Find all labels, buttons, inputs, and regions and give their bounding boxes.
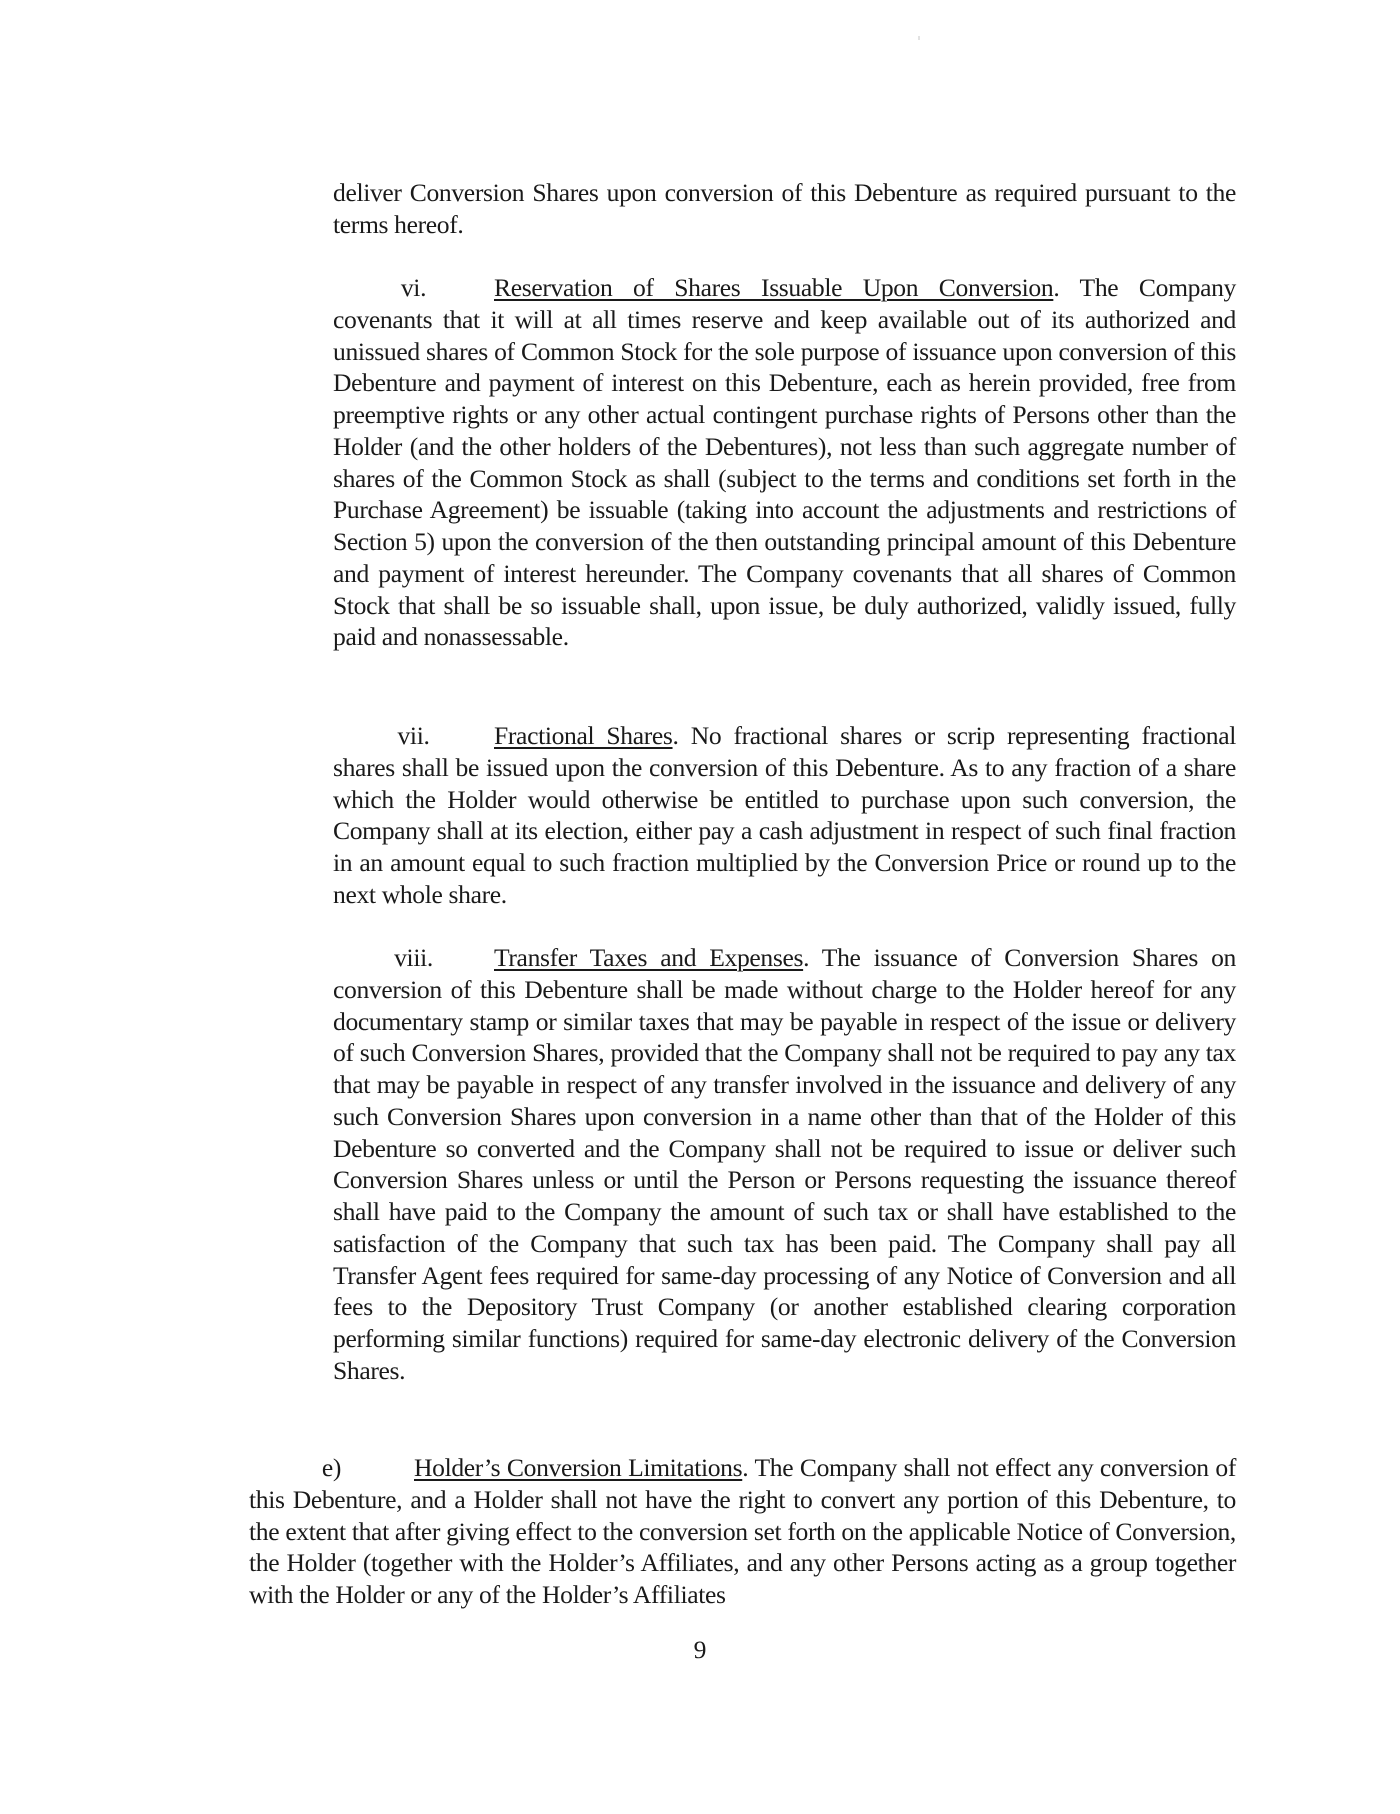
- heading-punctuation: .: [672, 721, 679, 750]
- page-number: 9: [693, 1635, 707, 1664]
- section-label: vii.: [397, 721, 430, 750]
- section-e-holders-conversion-limitations: [249, 1452, 1236, 1611]
- section-vi-reservation-of-shares: [333, 272, 1236, 653]
- paragraph-text: [333, 720, 1236, 911]
- section-body: The Company shall not effect any conversion of this Debenture, and a Holder shall not have the right to convert any portion of this Debenture, to the extent that after giving effect to the conversion set forth on the applicable Notice of Conversion, the Holder (together with the Holder’s Affiliates, and any other Persons acting as a group together with the Holder or any of the Holder’s Affiliates: [249, 1453, 1236, 1609]
- heading-punctuation: .: [742, 1453, 749, 1482]
- section-body: The Company covenants that it will at all times reserve and keep available out of its authorized and unissued shares of Common Stock for the sole purpose of issuance upon conversion of this Debenture and payment of interest on this Debenture, each as herein provided, free from preemptive rights or any other actual contingent purchase rights of Persons other than the Holder (and the other holders of the Debentures), not less than such aggregate number of shares of the Common Stock as shall (subject to the terms and conditions set forth in the Purchase Agreement) be issuable (taking into account the adjustments and restrictions of Section 5) upon the conversion of the then outstanding principal amount of this Debenture and payment of interest hereunder. The Company covenants that all shares of Common Stock that shall be so issuable shall, upon issue, be duly authorized, validly issued, fully paid and nonassessable.: [333, 273, 1236, 652]
- section-heading: Reservation of Shares Issuable Upon Conversion: [494, 273, 1054, 302]
- section-body: No fractional shares or scrip representing fractional shares shall be issued upon the conversion of this Debenture. As to any fraction of a share which the Holder would otherwise be entitled to purchase upon such conversion, the Company shall at its election, either pay a cash adjustment in respect of such final fraction in an amount equal to such fraction multiplied by the Conversion Price or round up to the next whole share.: [333, 721, 1236, 909]
- section-vii-fractional-shares: [333, 720, 1236, 911]
- section-heading: Transfer Taxes and Expenses: [494, 943, 804, 972]
- section-label: e): [321, 1453, 342, 1482]
- heading-punctuation: .: [803, 943, 810, 972]
- section-label: viii.: [394, 943, 433, 972]
- paragraph-continuation: [333, 177, 1236, 241]
- section-label: vi.: [400, 273, 427, 302]
- paragraph-text: deliver Conversion Shares upon conversion of this Debenture as required pursuant to the terms hereof.: [333, 178, 1236, 239]
- section-heading: Holder’s Conversion Limitations: [414, 1453, 743, 1482]
- paragraph-text: [333, 942, 1236, 1387]
- paragraph-text: [333, 272, 1236, 653]
- heading-punctuation: .: [1053, 273, 1060, 302]
- paragraph-text: [249, 1452, 1236, 1611]
- scan-artifact: [918, 36, 920, 40]
- section-body: The issuance of Conversion Shares on conversion of this Debenture shall be made without charge to the Holder hereof for any documentary stamp or similar taxes that may be payable in respect of the issue or delivery of such Conversion Shares, provided that the Company shall not be required to pay any tax that may be payable in respect of any transfer involved in the issuance and delivery of any such Conversion Shares upon conversion in a name other than that of the Holder of this Debenture so converted and the Company shall not be required to issue or deliver such Conversion Shares unless or until the Person or Persons requesting the issuance thereof shall have paid to the Company the amount of such tax or shall have established to the satisfaction of the Company that such tax has been paid. The Company shall pay all Transfer Agent fees required for same-day processing of any Notice of Conversion and all fees to the Depository Trust Company (or another established clearing corporation performing similar functions) required for same-day electronic delivery of the Conversion Shares.: [333, 943, 1236, 1385]
- section-viii-transfer-taxes: [333, 942, 1236, 1387]
- section-heading: Fractional Shares: [494, 721, 673, 750]
